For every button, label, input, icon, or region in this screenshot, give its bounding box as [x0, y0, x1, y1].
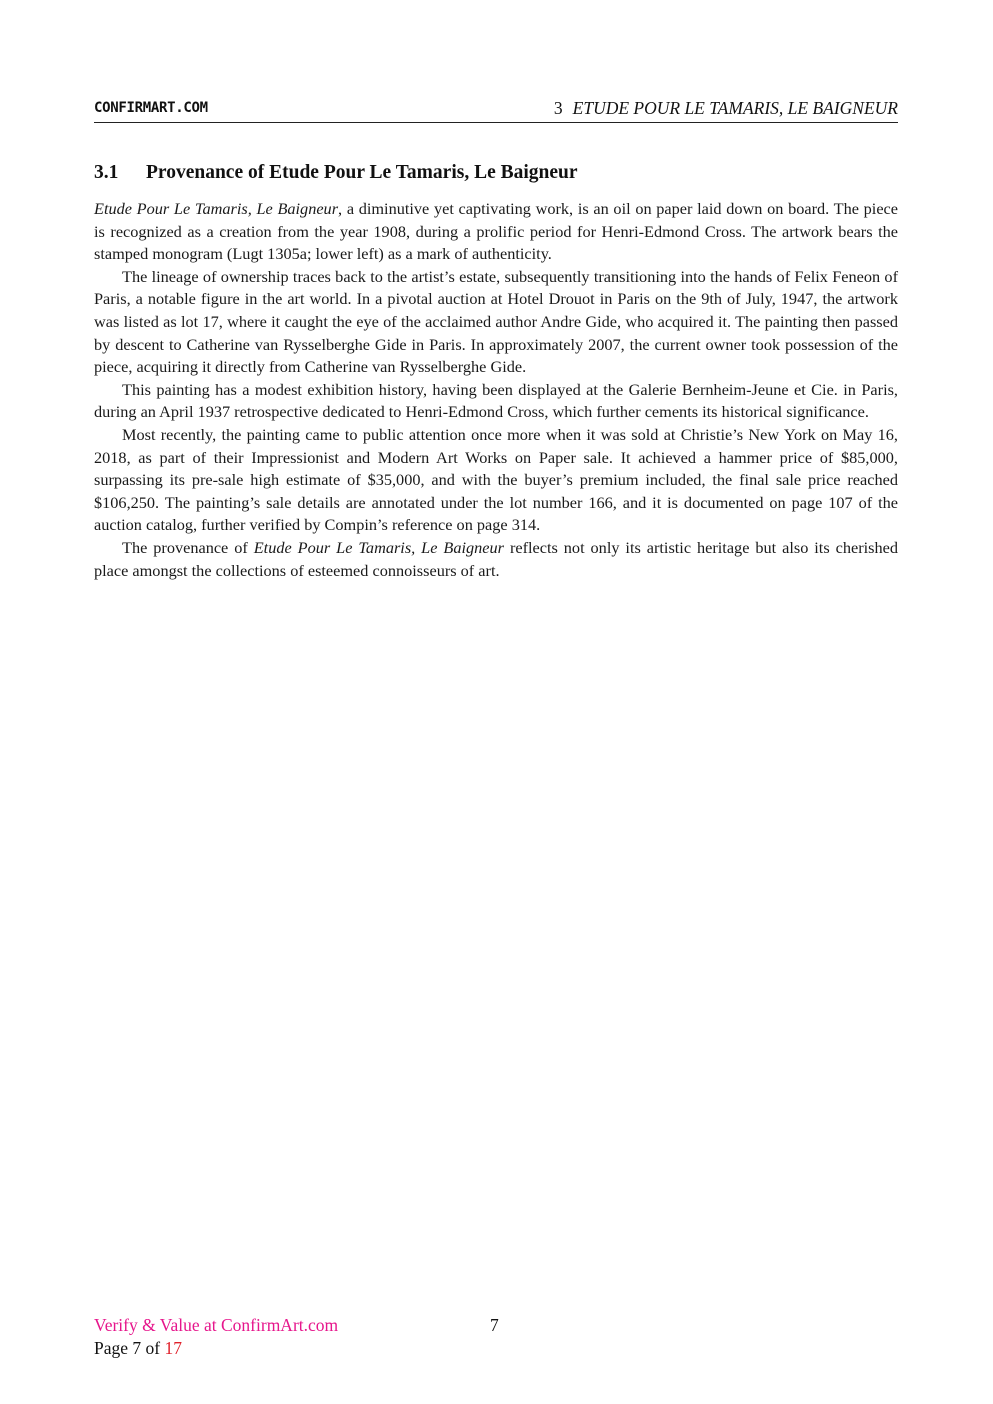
section-heading	[94, 162, 898, 184]
paragraph-1-text: , a diminutive yet captivating work, is an oil on paper laid down on board. The piece is recognized as a creation from the year 1908, during a prolific period for Henri-Edmond Cross. The artwork bears the stamped monogram (Lugt 1305a; lower left) as a mark of authenticity.	[94, 199, 898, 264]
paragraph-5-text: reflects not only its artistic heritage but also its cherished place amongst the collections of esteemed connoisseurs of art.	[94, 537, 898, 580]
section-title: Provenance of Etude Pour Le Tamaris, Le Baigneur	[146, 162, 578, 183]
paragraph-4: Most recently, the painting came to public attention once more when it was sold at Christie’s New York on May 16, 2018, as part of their Impressionist and Modern Art Works on Paper sale. It achieved a hammer price of $85,000, surpassing its pre-sale high estimate of $35,000, and with the buyer’s premium included, the final sale price reached $106,250. The painting’s sale details are annotated under the lot number 166, and it is documented on page 107 of the auction catalog, further verified by Compin’s reference on page 314.	[94, 424, 898, 535]
artwork-title-italic: Etude Pour Le Tamaris, Le Baigneur	[94, 199, 339, 218]
paragraph-5-start: The provenance of	[122, 537, 254, 557]
running-head-title: ETUDE POUR LE TAMARIS, LE BAIGNEUR	[572, 98, 898, 118]
confirmart-logo: CONFIRMART.COM	[94, 100, 208, 116]
verify-value-link[interactable]: Verify & Value at ConfirmArt.com	[94, 1315, 339, 1335]
page-total-link[interactable]: 17	[164, 1338, 182, 1358]
running-head-number: 3	[553, 98, 563, 118]
running-head	[554, 98, 898, 119]
section-number: 3.1	[94, 162, 119, 183]
page-number: 7	[490, 1315, 499, 1335]
paragraph-2: The lineage of ownership traces back to the artist’s estate, subsequently transitioning into the hands of Felix Feneon of Paris, a notable figure in the art world. In a pivotal auction at Hotel Drouot in Paris on the 9th of July, 1947, the artwork was listed as lot 17, where it caught the eye of the acclaimed author Andre Gide, who acquired it. The painting then passed by descent to Catherine van Rysselberghe Gide in Paris. In approximately 2007, the current owner took possession of the piece, acquiring it directly from Catherine van Rysselberghe Gide.	[94, 266, 898, 377]
page-count	[94, 1338, 182, 1359]
paragraph-5	[94, 537, 898, 582]
page-header	[94, 98, 898, 123]
page-count-prefix: Page 7 of	[94, 1338, 165, 1358]
paragraph-1	[94, 198, 898, 266]
paragraph-3: This painting has a modest exhibition history, having been displayed at the Galerie Bernheim-Jeune et Cie. in Paris, during an April 1937 retrospective dedicated to Henri-Edmond Cross, which further cements its historical significance.	[94, 379, 898, 422]
artwork-title-italic: Etude Pour Le Tamaris, Le Baigneur	[253, 537, 504, 557]
body-text	[94, 198, 898, 582]
